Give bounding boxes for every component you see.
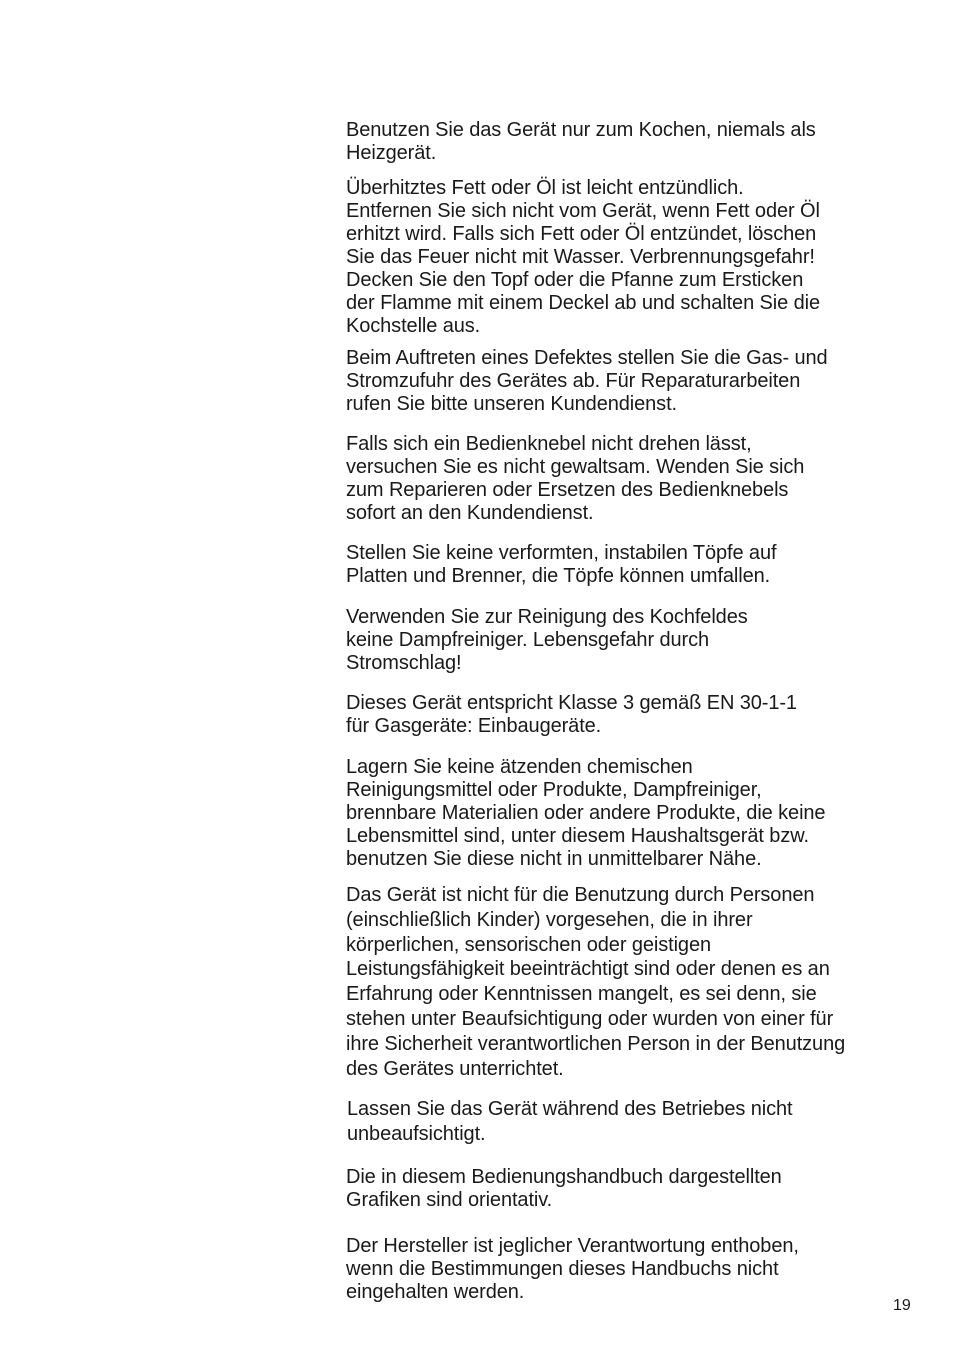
paragraph-control-knob: Falls sich ein Bedienknebel nicht drehen lässt, versuchen Sie es nicht gewaltsam. Wenden Sie sich zum Reparieren oder Ersetzen des Bedienknebels sofort an den Kundendienst. bbox=[346, 433, 805, 524]
paragraph-unstable-pots: Stellen Sie keine verformten, instabilen Töpfe auf Platten und Brenner, die Töpfe können umfallen. bbox=[346, 542, 777, 587]
paragraph-overheated-fat: Überhitztes Fett oder Öl ist leicht entzündlich. Entfernen Sie sich nicht vom Gerät, wenn Fett oder Öl erhitzt wird. Falls sich Fett oder Öl entzündet, löschen Sie das Feuer nicht mit Wasser. Verbrennungsgefahr! Decken Sie den Topf oder die Pfanne zum Ersticken der Flamme mit einem Deckel ab und schalten Sie die Kochstelle aus. bbox=[346, 177, 821, 337]
paragraph-persons: Das Gerät ist nicht für die Benutzung durch Personen (einschließlich Kinder) vorgesehen, die in ihrer körperlichen, sensorischen oder geistigen Leistungsfähigkeit beeinträchtigt sind oder denen es an Erfahrung oder Kenntnissen mangelt, es sei denn, sie stehen unter Beaufsichtigung oder wurden von einer für ihre Sicherheit verantwortlichen Person in der Benutzung des Gerätes unterrichtet. bbox=[346, 884, 846, 1080]
page-number: 19 bbox=[893, 1297, 911, 1314]
paragraph-graphics: Die in diesem Bedienungshandbuch dargestellten Grafiken sind orientativ. bbox=[346, 1166, 782, 1211]
paragraph-unattended: Lassen Sie das Gerät während des Betriebes nicht unbeaufsichtigt. bbox=[347, 1098, 793, 1145]
paragraph-class-3: Dieses Gerät entspricht Klasse 3 gemäß EN 30-1-1 für Gasgeräte: Einbaugeräte. bbox=[346, 692, 797, 737]
paragraph-steam-cleaner: Verwenden Sie zur Reinigung des Kochfeldes keine Dampfreiniger. Lebensgefahr durch Stromschlag! bbox=[346, 606, 748, 674]
paragraph-liability: Der Hersteller ist jeglicher Verantwortung enthoben, wenn die Bestimmungen dieses Handbuchs nicht eingehalten werden. bbox=[346, 1235, 799, 1303]
paragraph-cooking-only: Benutzen Sie das Gerät nur zum Kochen, niemals als Heizgerät. bbox=[346, 119, 816, 164]
paragraph-chemicals: Lagern Sie keine ätzenden chemischen Reinigungsmittel oder Produkte, Dampfreiniger, brennbare Materialien oder andere Produkte, die keine Lebensmittel sind, unter diesem Haushaltsgerät bzw. benutzen Sie diese nicht in unmittelbarer Nähe. bbox=[346, 756, 826, 870]
paragraph-defect: Beim Auftreten eines Defektes stellen Sie die Gas- und Stromzufuhr des Gerätes ab. Für Reparaturarbeiten rufen Sie bitte unseren Kundendienst. bbox=[346, 347, 828, 415]
